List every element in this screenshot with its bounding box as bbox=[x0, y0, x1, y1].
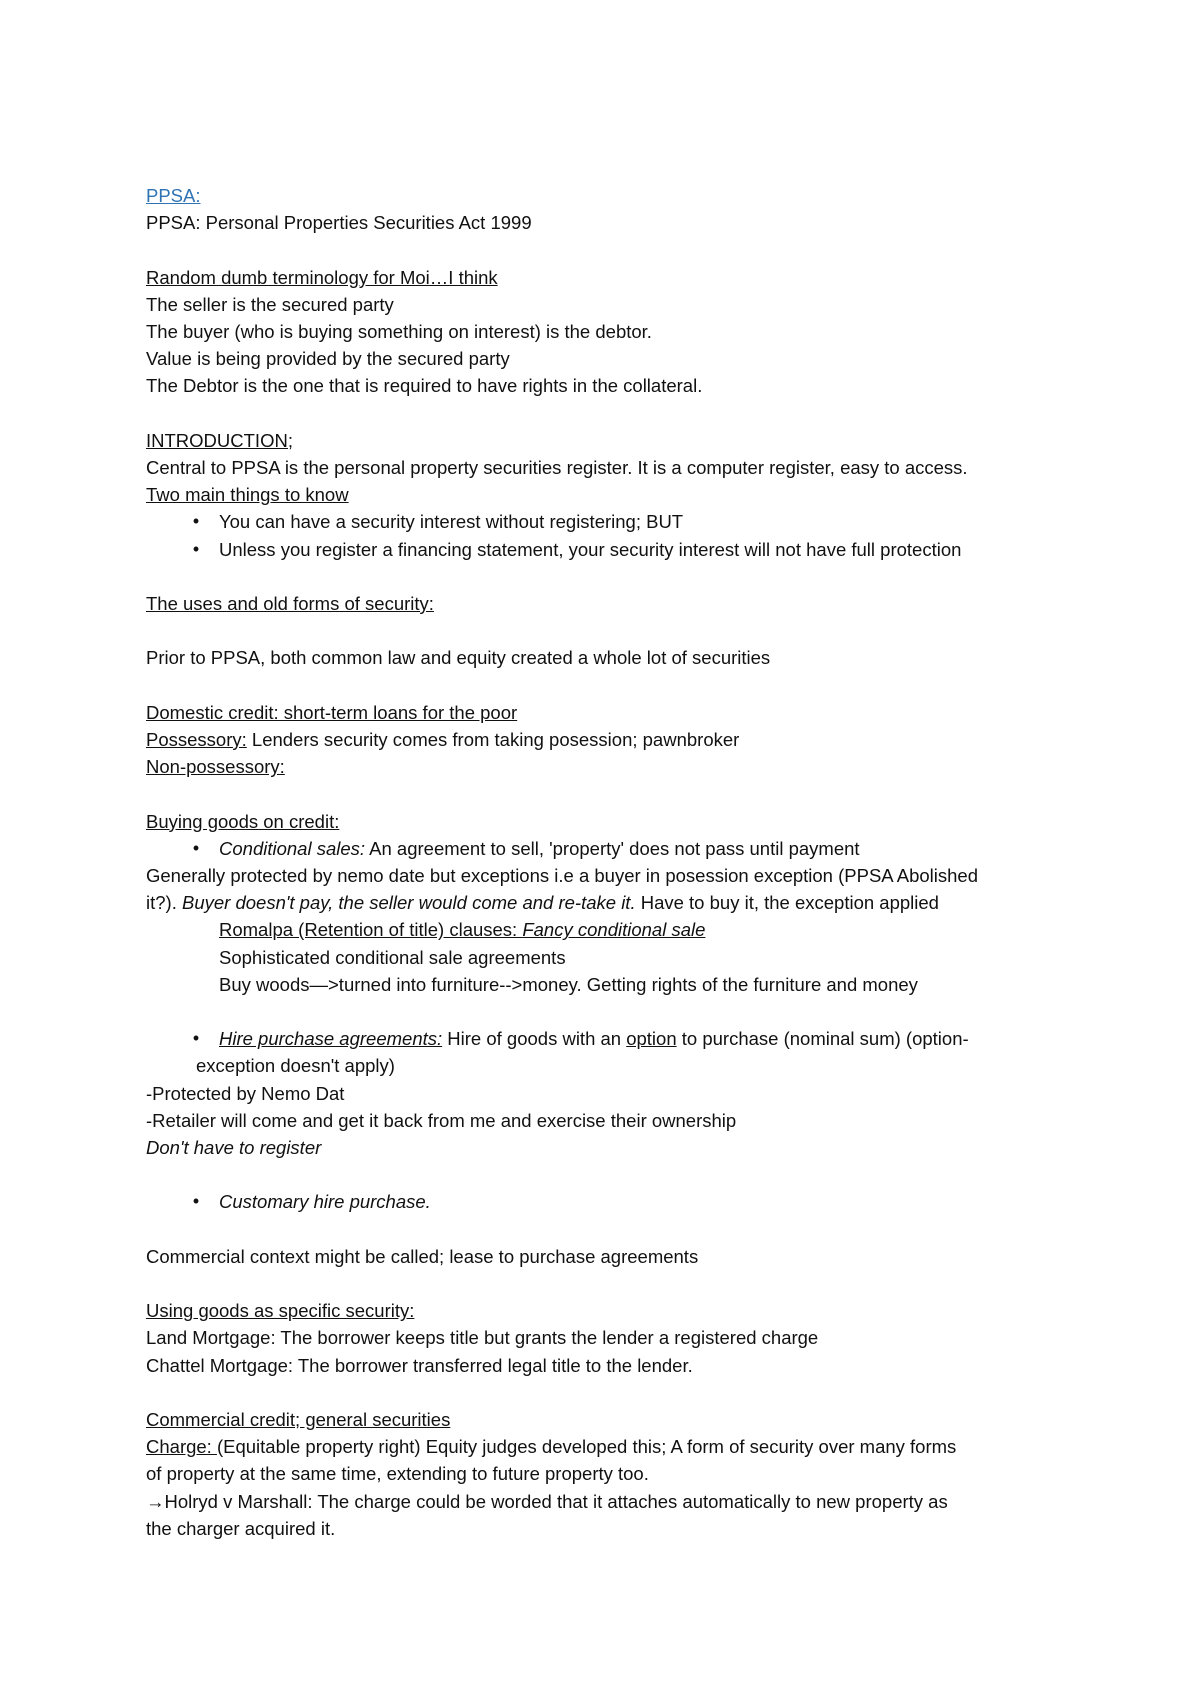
charge-text: (Equitable property right) Equity judges developed this; A form of security over many forms bbox=[216, 1436, 957, 1458]
terminology-heading: Random dumb terminology for Moi…I think bbox=[146, 266, 498, 288]
bullet-text: Unless you register a financing statement, your security interest will not have full protection bbox=[219, 538, 962, 560]
bullet-item bbox=[146, 508, 1076, 535]
bullet-item bbox=[146, 1188, 1076, 1215]
introduction-heading: INTRODUCTION; bbox=[146, 429, 293, 451]
spacer bbox=[146, 780, 1076, 807]
hire-purchase-label: Hire purchase agreements: bbox=[219, 1028, 443, 1050]
buying-heading: Buying goods on credit: bbox=[146, 810, 340, 832]
romalpa-label: Romalpa (Retention of title) clauses: bbox=[219, 919, 523, 941]
spacer bbox=[146, 617, 1076, 644]
two-things-heading: Two main things to know bbox=[146, 484, 349, 506]
spacer bbox=[146, 236, 1076, 263]
spacer bbox=[146, 672, 1076, 699]
romalpa-line-3: Buy woods—>turned into furniture-->money. Getting rights of the furniture and money bbox=[219, 973, 918, 995]
commercial-heading: Commercial credit; general securities bbox=[146, 1408, 451, 1430]
holroyd-line-2: the charger acquired it. bbox=[146, 1517, 336, 1539]
text-run: Have to buy it, the exception applied bbox=[635, 892, 939, 914]
spacer bbox=[146, 400, 1076, 427]
romalpa-italic: Fancy conditional sale bbox=[522, 919, 706, 941]
conditional-sales-label: Conditional sales: bbox=[219, 837, 366, 859]
nonpossessory-heading: Non-possessory: bbox=[146, 756, 285, 778]
bullet-icon: • bbox=[192, 1191, 200, 1212]
terminology-line: Value is being provided by the secured party bbox=[146, 348, 510, 370]
option-word: option bbox=[626, 1028, 677, 1050]
charge-label: Charge: bbox=[146, 1436, 217, 1458]
terminology-line: The buyer (who is buying something on interest) is the debtor. bbox=[146, 321, 652, 342]
hire-purchase-line-2: exception doesn't apply) bbox=[196, 1055, 395, 1077]
spacer bbox=[146, 998, 1076, 1025]
doc-subtitle: PPSA: Personal Properties Securities Act 1999 bbox=[146, 212, 532, 234]
protected-line: -Protected by Nemo Dat bbox=[146, 1082, 345, 1104]
dont-register-line: Don't have to register bbox=[146, 1137, 322, 1158]
introduction-line: Central to PPSA is the personal property securities register. It is a computer register, easy to access. bbox=[146, 457, 968, 478]
uses-heading: The uses and old forms of security: bbox=[146, 593, 434, 614]
holroyd-line: →Holryd v Marshall: The charge could be worded that it attaches automatically to new property as bbox=[146, 1490, 948, 1512]
generally-line: Generally protected by nemo date but exceptions i.e a buyer in posession exception (PPSA Abolished bbox=[146, 864, 978, 886]
spacer bbox=[146, 1216, 1076, 1243]
bullet-item bbox=[146, 536, 1076, 563]
bullet-item bbox=[146, 835, 1076, 862]
conditional-sales-text: An agreement to sell, 'property' does not pass until payment bbox=[365, 837, 860, 859]
spacer bbox=[146, 1270, 1076, 1297]
bullet-icon: • bbox=[192, 511, 200, 532]
bullet-icon: • bbox=[192, 837, 200, 858]
possessory-line bbox=[146, 726, 1076, 753]
spacer bbox=[146, 563, 1076, 590]
land-mortgage-line: Land Mortgage: The borrower keeps title but grants the lender a registered charge bbox=[146, 1327, 819, 1349]
possessory-text: Lenders security comes from taking posession; pawnbroker bbox=[246, 728, 740, 750]
doc-title: PPSA: bbox=[146, 185, 201, 206]
possessory-label: Possessory: bbox=[146, 728, 247, 750]
charge-line bbox=[146, 1433, 1076, 1460]
bullet-icon: • bbox=[192, 1028, 200, 1049]
uses-line: Prior to PPSA, both common law and equity created a whole lot of securities bbox=[146, 647, 771, 669]
romalpa-line bbox=[146, 916, 1076, 943]
text-run-italic: Buyer doesn't pay, the seller would come and re-take it. bbox=[181, 892, 636, 914]
text-run: it?). bbox=[146, 892, 182, 914]
text-run: to purchase (nominal sum) (option- bbox=[676, 1028, 969, 1050]
terminology-line: The Debtor is the one that is required to have rights in the collateral. bbox=[146, 375, 703, 397]
text-run: Hire of goods with an bbox=[442, 1028, 627, 1050]
customary-hire-purchase: Customary hire purchase. bbox=[219, 1191, 431, 1213]
spacer bbox=[146, 1161, 1076, 1188]
chattel-mortgage-line: Chattel Mortgage: The borrower transferred legal title to the lender. bbox=[146, 1354, 693, 1376]
bullet-item bbox=[146, 1025, 1076, 1052]
specific-heading: Using goods as specific security: bbox=[146, 1300, 415, 1322]
document-body bbox=[146, 182, 1076, 1542]
bullet-icon: • bbox=[192, 538, 200, 559]
commercial-context-line: Commercial context might be called; lease to purchase agreements bbox=[146, 1245, 699, 1267]
domestic-heading: Domestic credit: short-term loans for the poor bbox=[146, 701, 518, 723]
terminology-line: The seller is the secured party bbox=[146, 293, 394, 315]
charge-line-2: of property at the same time, extending to future property too. bbox=[146, 1463, 649, 1485]
generally-line-2 bbox=[146, 889, 1076, 916]
retailer-line: -Retailer will come and get it back from me and exercise their ownership bbox=[146, 1109, 737, 1131]
bullet-text: You can have a security interest without registering; BUT bbox=[219, 511, 684, 533]
spacer bbox=[146, 1379, 1076, 1406]
romalpa-line-2: Sophisticated conditional sale agreements bbox=[219, 946, 566, 968]
